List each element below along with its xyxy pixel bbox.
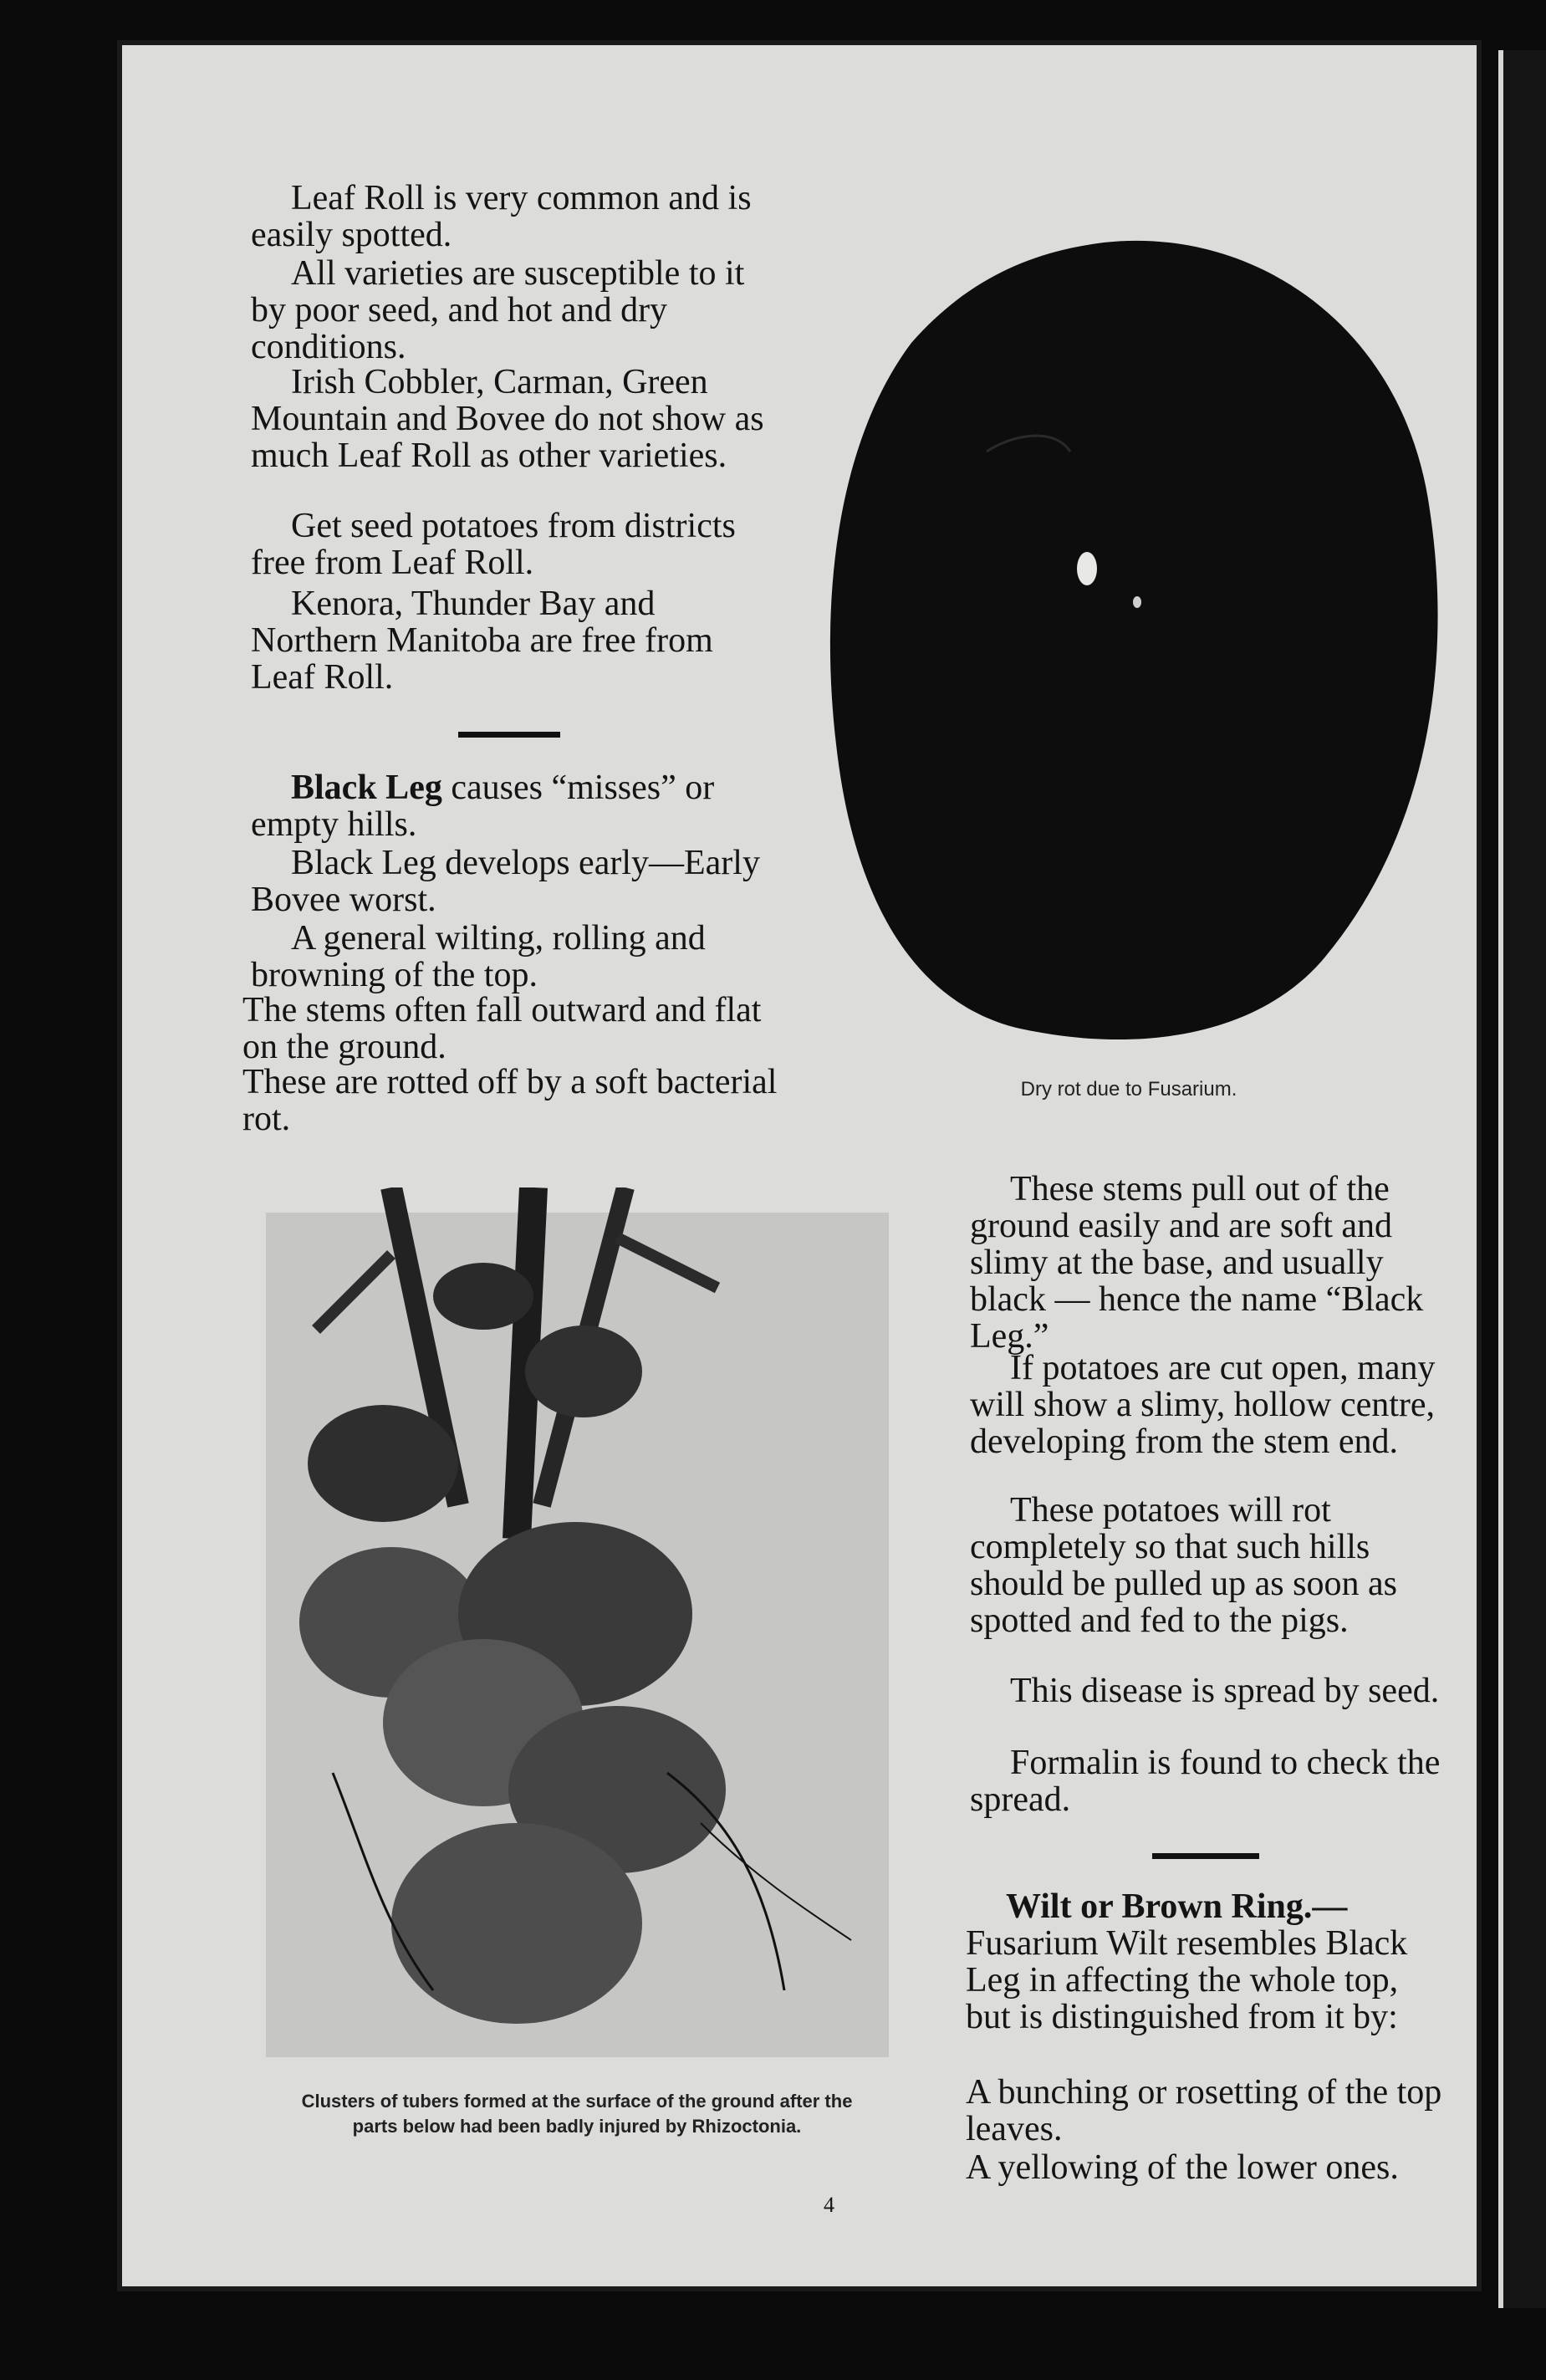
- black-leg-para-2: Black Leg develops early—Early Bovee worst.: [251, 844, 760, 919]
- rhizoctonia-tubers-photo: [266, 1187, 889, 2074]
- black-leg-para-5: These are rotted off by a soft bacterial rot.: [242, 1063, 778, 1138]
- wilt-para-3: A yellowing of the lower ones.: [966, 2148, 1399, 2187]
- wilt-heading: Wilt or Brown Ring.—: [1006, 1887, 1348, 1926]
- leaf-roll-para-1: Leaf Roll is very common and is easily spotted.: [251, 179, 752, 254]
- black-leg-para-3: A general wilting, rolling and browning of the top.: [251, 919, 706, 994]
- black-leg-heading: Black Leg: [291, 769, 442, 807]
- black-leg-cont-para-1: These stems pull out of the ground easily and are soft and slimy at the base, and usually black — hence the name “Black Leg.”: [970, 1170, 1424, 1356]
- black-leg-para-4: The stems often fall outward and flat on the ground.: [242, 991, 762, 1066]
- black-leg-cont-para-4: This disease is spread by seed.: [1010, 1672, 1440, 1710]
- leaf-roll-para-5: Kenora, Thunder Bay and Northern Manitoba are free from Leaf Roll.: [251, 585, 713, 697]
- black-leg-cont-para-2: If potatoes are cut open, many will show a slimy, hollow centre, developing from the stem end.: [970, 1349, 1436, 1461]
- wilt-para-2: A bunching or rosetting of the top leaves.: [966, 2073, 1442, 2148]
- leaf-roll-para-3: Irish Cobbler, Carman, Green Mountain and Bovee do not show as much Leaf Roll as other varieties.: [251, 363, 764, 475]
- black-leg-cont-para-3: These potatoes will rot completely so that such hills should be pulled up as soon as spotted and fed to the pigs.: [970, 1491, 1397, 1640]
- dry-rot-potato-photo: [819, 209, 1472, 1096]
- section-divider: [458, 732, 560, 738]
- section-divider-right: [1152, 1853, 1259, 1859]
- black-leg-para-1: Black Leg causes “misses” or empty hills.: [251, 769, 715, 844]
- black-leg-cont-para-5: Formalin is found to check the spread.: [970, 1744, 1441, 1819]
- wilt-para-1: Wilt or Brown Ring.— Fusarium Wilt resembles Black Leg in affecting the whole top, but is distinguished from it by:: [966, 1887, 1408, 2036]
- leaf-roll-para-4: Get seed potatoes from districts free from Leaf Roll.: [251, 507, 736, 582]
- dry-rot-caption: Dry rot due to Fusarium.: [1020, 1078, 1237, 1101]
- rhizoctonia-caption: Clusters of tubers formed at the surface of the ground after the parts below had been badly injured by Rhizoctonia.: [301, 2091, 853, 2137]
- leaf-roll-para-2: All varieties are susceptible to it by poor seed, and hot and dry conditions.: [251, 254, 745, 366]
- page-number: 4: [824, 2193, 834, 2217]
- adjacent-page-edge: [1498, 50, 1546, 2308]
